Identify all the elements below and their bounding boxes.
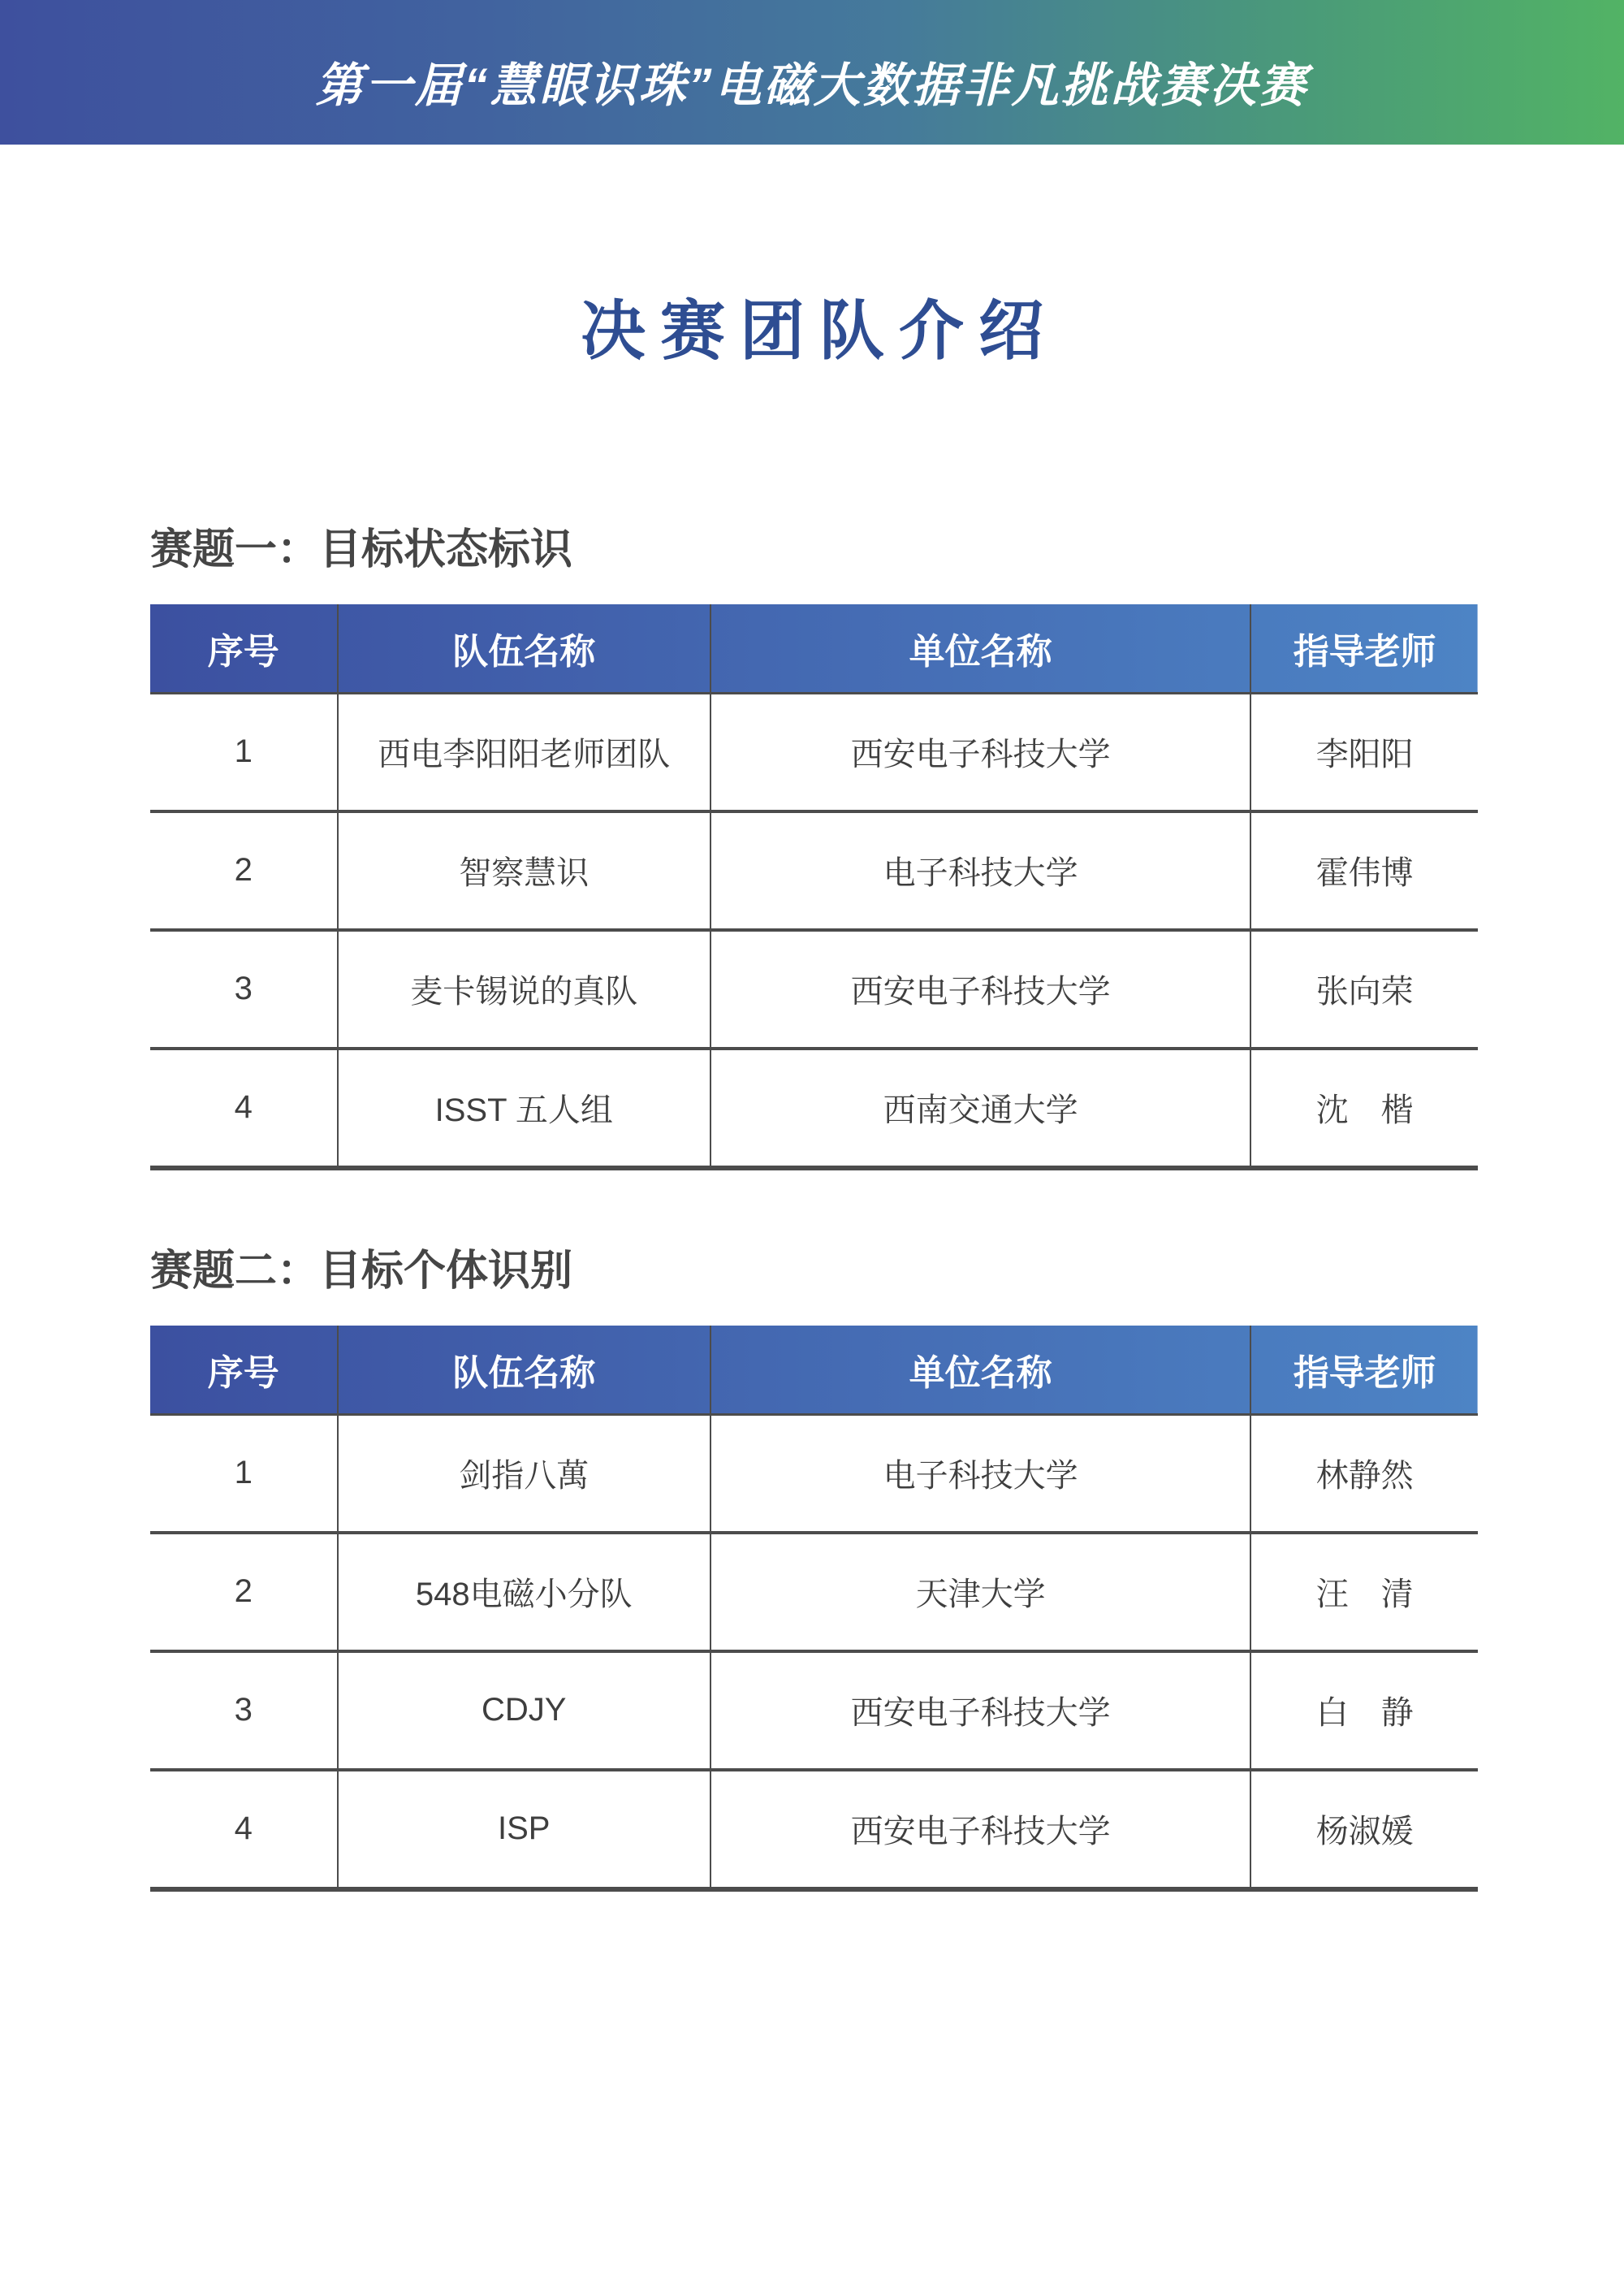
col-header-advisor: 指导老师 — [1250, 1326, 1478, 1415]
cell-advisor: 白 静 — [1250, 1651, 1478, 1770]
cell-team-name: 西电李阳阳老师团队 — [338, 693, 710, 811]
teams-table-2 — [150, 1326, 1478, 1892]
content-area — [150, 526, 1478, 1892]
teams-table-1 — [150, 604, 1478, 1170]
banner-title: 第一届“慧眼识珠”电磁大数据非凡挑战赛决赛 — [315, 59, 1309, 112]
page-title: 决赛团队介绍 — [581, 295, 1058, 367]
cell-index: 2 — [150, 1533, 338, 1651]
cell-organization: 电子科技大学 — [710, 811, 1250, 930]
cell-team-name: 麦卡锡说的真队 — [338, 930, 710, 1049]
cell-index: 1 — [150, 1414, 338, 1533]
table-row — [150, 693, 1478, 811]
section-topic-2 — [150, 1248, 1478, 1892]
table-row — [150, 930, 1478, 1049]
cell-index: 1 — [150, 693, 338, 811]
col-header-index: 序号 — [150, 1326, 338, 1415]
cell-index: 3 — [150, 930, 338, 1049]
cell-organization: 西安电子科技大学 — [710, 930, 1250, 1049]
col-header-team: 队伍名称 — [338, 604, 710, 694]
cell-team-name: 548电磁小分队 — [338, 1533, 710, 1651]
cell-index: 4 — [150, 1770, 338, 1889]
cell-organization: 天津大学 — [710, 1533, 1250, 1651]
col-header-org: 单位名称 — [710, 1326, 1250, 1415]
table-row — [150, 1414, 1478, 1533]
cell-index: 3 — [150, 1651, 338, 1770]
col-header-index: 序号 — [150, 604, 338, 694]
cell-advisor: 沈 楷 — [1250, 1049, 1478, 1168]
cell-advisor: 林静然 — [1250, 1414, 1478, 1533]
cell-team-name: ISST 五人组 — [338, 1049, 710, 1168]
header-banner — [0, 0, 1624, 145]
cell-advisor: 杨淑媛 — [1250, 1770, 1478, 1889]
table-row — [150, 811, 1478, 930]
cell-advisor: 张向荣 — [1250, 930, 1478, 1049]
cell-team-name: ISP — [338, 1770, 710, 1889]
table-row — [150, 1533, 1478, 1651]
cell-organization: 西安电子科技大学 — [710, 1770, 1250, 1889]
col-header-org: 单位名称 — [710, 604, 1250, 694]
table-row — [150, 1049, 1478, 1168]
cell-advisor: 汪 清 — [1250, 1533, 1478, 1651]
section-heading-1: 赛题一：目标状态标识 — [150, 526, 573, 573]
cell-organization: 西安电子科技大学 — [710, 693, 1250, 811]
col-header-team: 队伍名称 — [338, 1326, 710, 1415]
table-row — [150, 1651, 1478, 1770]
table-header-row — [150, 604, 1478, 694]
col-header-advisor: 指导老师 — [1250, 604, 1478, 694]
cell-team-name: 智察慧识 — [338, 811, 710, 930]
table-row — [150, 1770, 1478, 1889]
cell-organization: 西安电子科技大学 — [710, 1651, 1250, 1770]
cell-organization: 电子科技大学 — [710, 1414, 1250, 1533]
cell-organization: 西南交通大学 — [710, 1049, 1250, 1168]
cell-advisor: 霍伟博 — [1250, 811, 1478, 930]
cell-index: 4 — [150, 1049, 338, 1168]
cell-advisor: 李阳阳 — [1250, 693, 1478, 811]
cell-team-name: 剑指八萬 — [338, 1414, 710, 1533]
table-header-row — [150, 1326, 1478, 1415]
section-heading-2: 赛题二：目标个体识别 — [150, 1247, 573, 1295]
section-topic-1 — [150, 526, 1478, 1170]
cell-team-name: CDJY — [338, 1651, 710, 1770]
cell-index: 2 — [150, 811, 338, 930]
